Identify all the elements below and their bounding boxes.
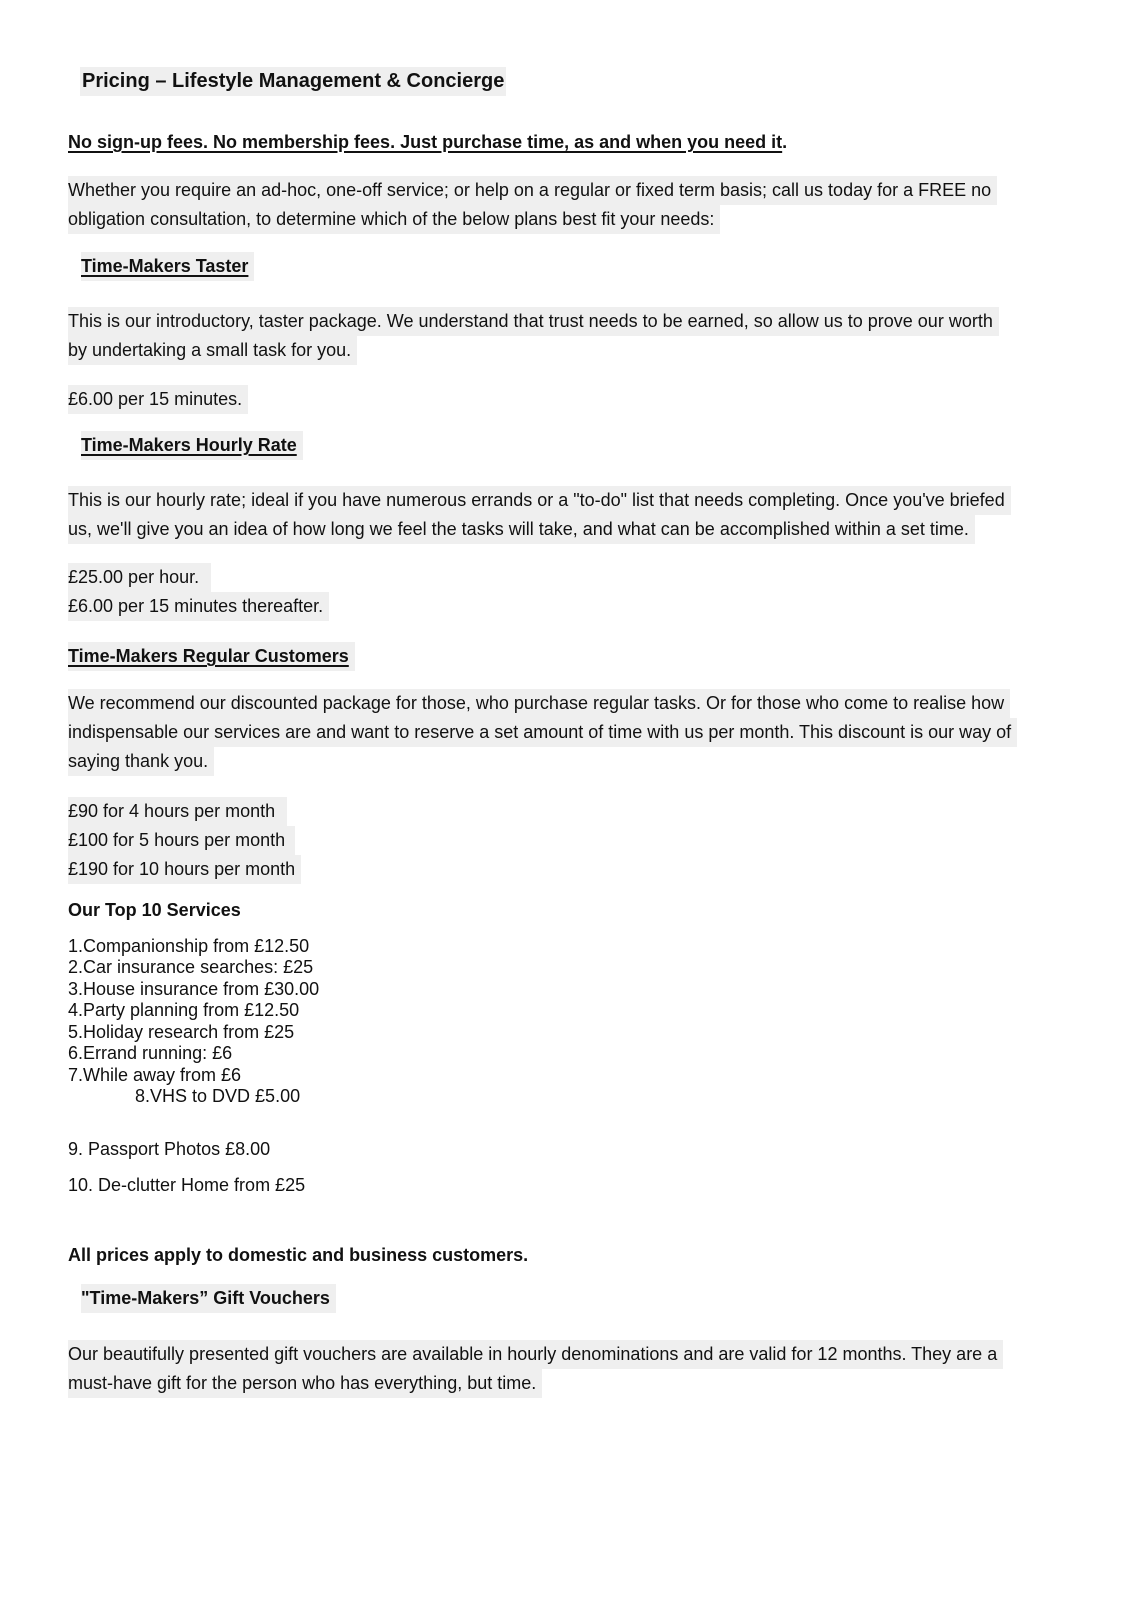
service-item-10: 10. De-clutter Home from £25 bbox=[68, 1175, 306, 1195]
regular-price-5-hours: £100 for 5 hours per month bbox=[68, 826, 295, 855]
service-item-8: 8.VHS to DVD £5.00 bbox=[135, 1086, 301, 1106]
regular-description-line-2: indispensable our services are and want to reserve a set amount of time with us per month. This discount is our way of bbox=[68, 718, 1017, 747]
service-item-3: 3.House insurance from £30.00 bbox=[68, 979, 320, 999]
service-item-6: 6.Errand running: £6 bbox=[68, 1043, 233, 1063]
service-item-1: 1.Companionship from £12.50 bbox=[68, 936, 310, 956]
intro-line-2: obligation consultation, to determine which of the below plans best fit your needs: bbox=[68, 205, 720, 234]
taster-description-line-1: This is our introductory, taster package. We understand that trust needs to be earned, so allow us to prove our worth bbox=[68, 307, 999, 336]
tagline-text: No sign-up fees. No membership fees. Just purchase time, as and when you need it bbox=[68, 132, 783, 152]
regular-price-10-hours: £190 for 10 hours per month bbox=[68, 855, 301, 884]
all-prices-note: All prices apply to domestic and business customers. bbox=[68, 1245, 529, 1265]
hourly-price-1: £25.00 per hour. bbox=[68, 563, 211, 592]
regular-price-4-hours: £90 for 4 hours per month bbox=[68, 797, 287, 826]
tagline-period: . bbox=[782, 132, 788, 152]
taster-description-line-2: by undertaking a small task for you. bbox=[68, 336, 357, 365]
hourly-price-2: £6.00 per 15 minutes thereafter. bbox=[68, 592, 329, 621]
hourly-description-line-1: This is our hourly rate; ideal if you have numerous errands or a "to-do" list that needs completing. Once you've briefed bbox=[68, 486, 1011, 515]
page-title: Pricing – Lifestyle Management & Concierge bbox=[80, 67, 506, 96]
vouchers-description-line-1: Our beautifully presented gift vouchers are available in hourly denominations and are valid for 12 months. They are a bbox=[68, 1340, 1003, 1369]
taster-price: £6.00 per 15 minutes. bbox=[68, 385, 248, 414]
taster-heading: Time-Makers Taster bbox=[81, 252, 254, 281]
regular-heading: Time-Makers Regular Customers bbox=[68, 642, 355, 671]
hourly-description-line-2: us, we'll give you an idea of how long we feel the tasks will take, and what can be accomplished within a set time. bbox=[68, 515, 975, 544]
service-item-9: 9. Passport Photos £8.00 bbox=[68, 1139, 271, 1159]
intro-line-1: Whether you require an ad-hoc, one-off service; or help on a regular or fixed term basis; call us today for a FREE no bbox=[68, 176, 997, 205]
service-item-4: 4.Party planning from £12.50 bbox=[68, 1000, 300, 1020]
service-item-2: 2.Car insurance searches: £25 bbox=[68, 957, 314, 977]
service-item-5: 5.Holiday research from £25 bbox=[68, 1022, 295, 1042]
vouchers-heading: "Time-Makers” Gift Vouchers bbox=[81, 1284, 336, 1313]
regular-description-line-1: We recommend our discounted package for those, who purchase regular tasks. Or for those who come to realise how bbox=[68, 689, 1010, 718]
regular-description-line-3: saying thank you. bbox=[68, 747, 214, 776]
hourly-heading: Time-Makers Hourly Rate bbox=[81, 431, 303, 460]
tagline bbox=[68, 128, 787, 157]
top10-heading: Our Top 10 Services bbox=[68, 900, 241, 920]
vouchers-description-line-2: must-have gift for the person who has everything, but time. bbox=[68, 1369, 542, 1398]
service-item-7: 7.While away from £6 bbox=[68, 1065, 242, 1085]
